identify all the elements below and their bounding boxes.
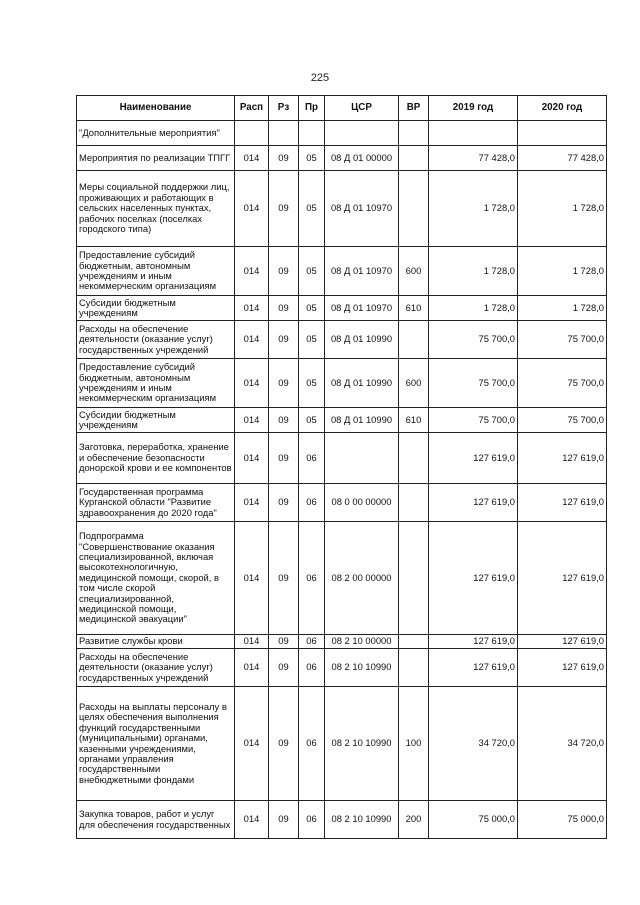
- cell-pr: 06: [299, 433, 325, 484]
- cell-rz: 09: [269, 522, 299, 635]
- cell-rz: 09: [269, 635, 299, 649]
- cell-name: Субсидии бюджетным учреждениям: [77, 408, 235, 433]
- cell-pr: 05: [299, 408, 325, 433]
- cell-rasp: 014: [235, 649, 269, 687]
- cell-name: Расходы на выплаты персоналу в целях обеспечения выполнения функций государственными (муниципальными) органами, казенными учреждениями, органами управления государственными внебюджетными фондами: [77, 687, 235, 801]
- cell-rasp: 014: [235, 635, 269, 649]
- page-number: 225: [310, 72, 330, 84]
- cell-csr: 08 0 00 00000: [325, 484, 399, 522]
- cell-2019: 75 700,0: [429, 408, 518, 433]
- cell-2020: 127 619,0: [518, 433, 607, 484]
- cell-name: Расходы на обеспечение деятельности (оказание услуг) государственных учреждений: [77, 649, 235, 687]
- cell-pr: 06: [299, 687, 325, 801]
- table-row: [77, 296, 607, 321]
- cell-pr: 05: [299, 359, 325, 408]
- cell-name: Меры социальной поддержки лиц, проживающих и работающих в сельских населенных пунктах, рабочих поселках (поселках городского типа): [77, 171, 235, 247]
- cell-rz: 09: [269, 649, 299, 687]
- cell-rz: 09: [269, 484, 299, 522]
- cell-2020: [518, 121, 607, 146]
- cell-2020: 1 728,0: [518, 296, 607, 321]
- cell-vr: 100: [399, 687, 429, 801]
- cell-pr: [299, 121, 325, 146]
- header-pr: Пр: [299, 96, 325, 121]
- cell-vr: 600: [399, 247, 429, 296]
- cell-vr: [399, 321, 429, 359]
- cell-pr: 06: [299, 649, 325, 687]
- table-row: [77, 801, 607, 839]
- table-row: [77, 171, 607, 247]
- cell-rz: 09: [269, 687, 299, 801]
- cell-2020: 75 000,0: [518, 801, 607, 839]
- cell-pr: 05: [299, 247, 325, 296]
- cell-csr: 08 2 10 10990: [325, 687, 399, 801]
- cell-pr: 05: [299, 171, 325, 247]
- cell-name: Расходы на обеспечение деятельности (оказание услуг) государственных учреждений: [77, 321, 235, 359]
- header-name: Наименование: [77, 96, 235, 121]
- cell-pr: 06: [299, 801, 325, 839]
- cell-rasp: 014: [235, 408, 269, 433]
- cell-rz: 09: [269, 171, 299, 247]
- cell-rz: 09: [269, 247, 299, 296]
- table-row: [77, 649, 607, 687]
- header-csr: ЦСР: [325, 96, 399, 121]
- cell-name: Заготовка, переработка, хранение и обеспечение безопасности донорской крови и ее компонентов: [77, 433, 235, 484]
- cell-name: Предоставление субсидий бюджетным, автономным учреждениям и иным некоммерческим организациям: [77, 359, 235, 408]
- cell-rasp: 014: [235, 247, 269, 296]
- cell-vr: 610: [399, 296, 429, 321]
- cell-rz: 09: [269, 296, 299, 321]
- cell-2019: 75 700,0: [429, 359, 518, 408]
- cell-2019: 127 619,0: [429, 522, 518, 635]
- cell-rz: 09: [269, 801, 299, 839]
- cell-rasp: [235, 121, 269, 146]
- cell-vr: [399, 484, 429, 522]
- cell-2020: 77 428,0: [518, 146, 607, 171]
- table-row: [77, 484, 607, 522]
- cell-2020: 127 619,0: [518, 484, 607, 522]
- header-rz: Рз: [269, 96, 299, 121]
- header-2019: 2019 год: [429, 96, 518, 121]
- cell-rasp: 014: [235, 522, 269, 635]
- cell-vr: 600: [399, 359, 429, 408]
- cell-rasp: 014: [235, 484, 269, 522]
- cell-vr: [399, 121, 429, 146]
- cell-2020: 127 619,0: [518, 649, 607, 687]
- cell-vr: 610: [399, 408, 429, 433]
- cell-csr: 08 Д 01 10990: [325, 321, 399, 359]
- cell-rasp: 014: [235, 433, 269, 484]
- cell-name: Государственная программа Курганской области "Развитие здравоохранения до 2020 года": [77, 484, 235, 522]
- cell-csr: 08 2 10 10990: [325, 801, 399, 839]
- cell-2020: 75 700,0: [518, 408, 607, 433]
- table-row: [77, 121, 607, 146]
- cell-csr: 08 2 10 00000: [325, 635, 399, 649]
- cell-name: Подпрограмма "Совершенствование оказания специализированной, включая высокотехнологичную, медицинской помощи, скорой, в том числе скорой специализированной, медицинской помощи, медицинской эвакуации": [77, 522, 235, 635]
- cell-2019: 75 000,0: [429, 801, 518, 839]
- cell-pr: 05: [299, 321, 325, 359]
- cell-name: Развитие службы крови: [77, 635, 235, 649]
- cell-csr: 08 Д 01 00000: [325, 146, 399, 171]
- cell-csr: 08 Д 01 10970: [325, 296, 399, 321]
- table-row: [77, 247, 607, 296]
- cell-pr: 05: [299, 146, 325, 171]
- cell-rasp: 014: [235, 296, 269, 321]
- cell-name: Предоставление субсидий бюджетным, автономным учреждениям и иным некоммерческим организациям: [77, 247, 235, 296]
- cell-rasp: 014: [235, 171, 269, 247]
- cell-csr: 08 2 10 10990: [325, 649, 399, 687]
- cell-2020: 34 720,0: [518, 687, 607, 801]
- cell-rz: [269, 121, 299, 146]
- cell-2019: 77 428,0: [429, 146, 518, 171]
- cell-rasp: 014: [235, 687, 269, 801]
- cell-pr: 06: [299, 484, 325, 522]
- cell-2019: 127 619,0: [429, 484, 518, 522]
- cell-name: Закупка товаров, работ и услуг для обеспечения государственных: [77, 801, 235, 839]
- header-2020: 2020 год: [518, 96, 607, 121]
- cell-2020: 1 728,0: [518, 247, 607, 296]
- table-row: [77, 433, 607, 484]
- cell-vr: [399, 635, 429, 649]
- cell-csr: 08 Д 01 10970: [325, 247, 399, 296]
- table-row: [77, 687, 607, 801]
- cell-pr: 06: [299, 635, 325, 649]
- table-row: [77, 359, 607, 408]
- cell-rz: 09: [269, 408, 299, 433]
- cell-csr: 08 2 00 00000: [325, 522, 399, 635]
- cell-rz: 09: [269, 321, 299, 359]
- cell-rasp: 014: [235, 321, 269, 359]
- cell-csr: 08 Д 01 10970: [325, 171, 399, 247]
- cell-2020: 75 700,0: [518, 321, 607, 359]
- cell-2019: 34 720,0: [429, 687, 518, 801]
- cell-rasp: 014: [235, 146, 269, 171]
- cell-rz: 09: [269, 359, 299, 408]
- cell-2019: [429, 121, 518, 146]
- cell-2019: 127 619,0: [429, 635, 518, 649]
- cell-2019: 1 728,0: [429, 171, 518, 247]
- table-row: [77, 635, 607, 649]
- cell-rz: 09: [269, 433, 299, 484]
- header-row: [77, 96, 607, 121]
- cell-name: "Дополнительные мероприятия": [77, 121, 235, 146]
- budget-table: [76, 95, 607, 839]
- table-row: [77, 408, 607, 433]
- cell-2019: 127 619,0: [429, 433, 518, 484]
- cell-2019: 1 728,0: [429, 296, 518, 321]
- cell-csr: 08 Д 01 10990: [325, 408, 399, 433]
- header-rasp: Расп: [235, 96, 269, 121]
- cell-vr: 200: [399, 801, 429, 839]
- cell-2020: 1 728,0: [518, 171, 607, 247]
- cell-2019: 127 619,0: [429, 649, 518, 687]
- cell-rasp: 014: [235, 359, 269, 408]
- cell-rasp: 014: [235, 801, 269, 839]
- cell-2020: 75 700,0: [518, 359, 607, 408]
- header-vr: ВР: [399, 96, 429, 121]
- cell-vr: [399, 649, 429, 687]
- cell-csr: [325, 121, 399, 146]
- cell-csr: 08 Д 01 10990: [325, 359, 399, 408]
- cell-vr: [399, 171, 429, 247]
- cell-pr: 06: [299, 522, 325, 635]
- cell-name: Мероприятия по реализации ТПГГ: [77, 146, 235, 171]
- cell-vr: [399, 433, 429, 484]
- cell-vr: [399, 522, 429, 635]
- cell-2020: 127 619,0: [518, 635, 607, 649]
- table-row: [77, 146, 607, 171]
- cell-vr: [399, 146, 429, 171]
- table-row: [77, 321, 607, 359]
- cell-2019: 1 728,0: [429, 247, 518, 296]
- cell-pr: 05: [299, 296, 325, 321]
- cell-rz: 09: [269, 146, 299, 171]
- cell-2020: 127 619,0: [518, 522, 607, 635]
- cell-2019: 75 700,0: [429, 321, 518, 359]
- cell-name: Субсидии бюджетным учреждениям: [77, 296, 235, 321]
- cell-csr: [325, 433, 399, 484]
- table-row: [77, 522, 607, 635]
